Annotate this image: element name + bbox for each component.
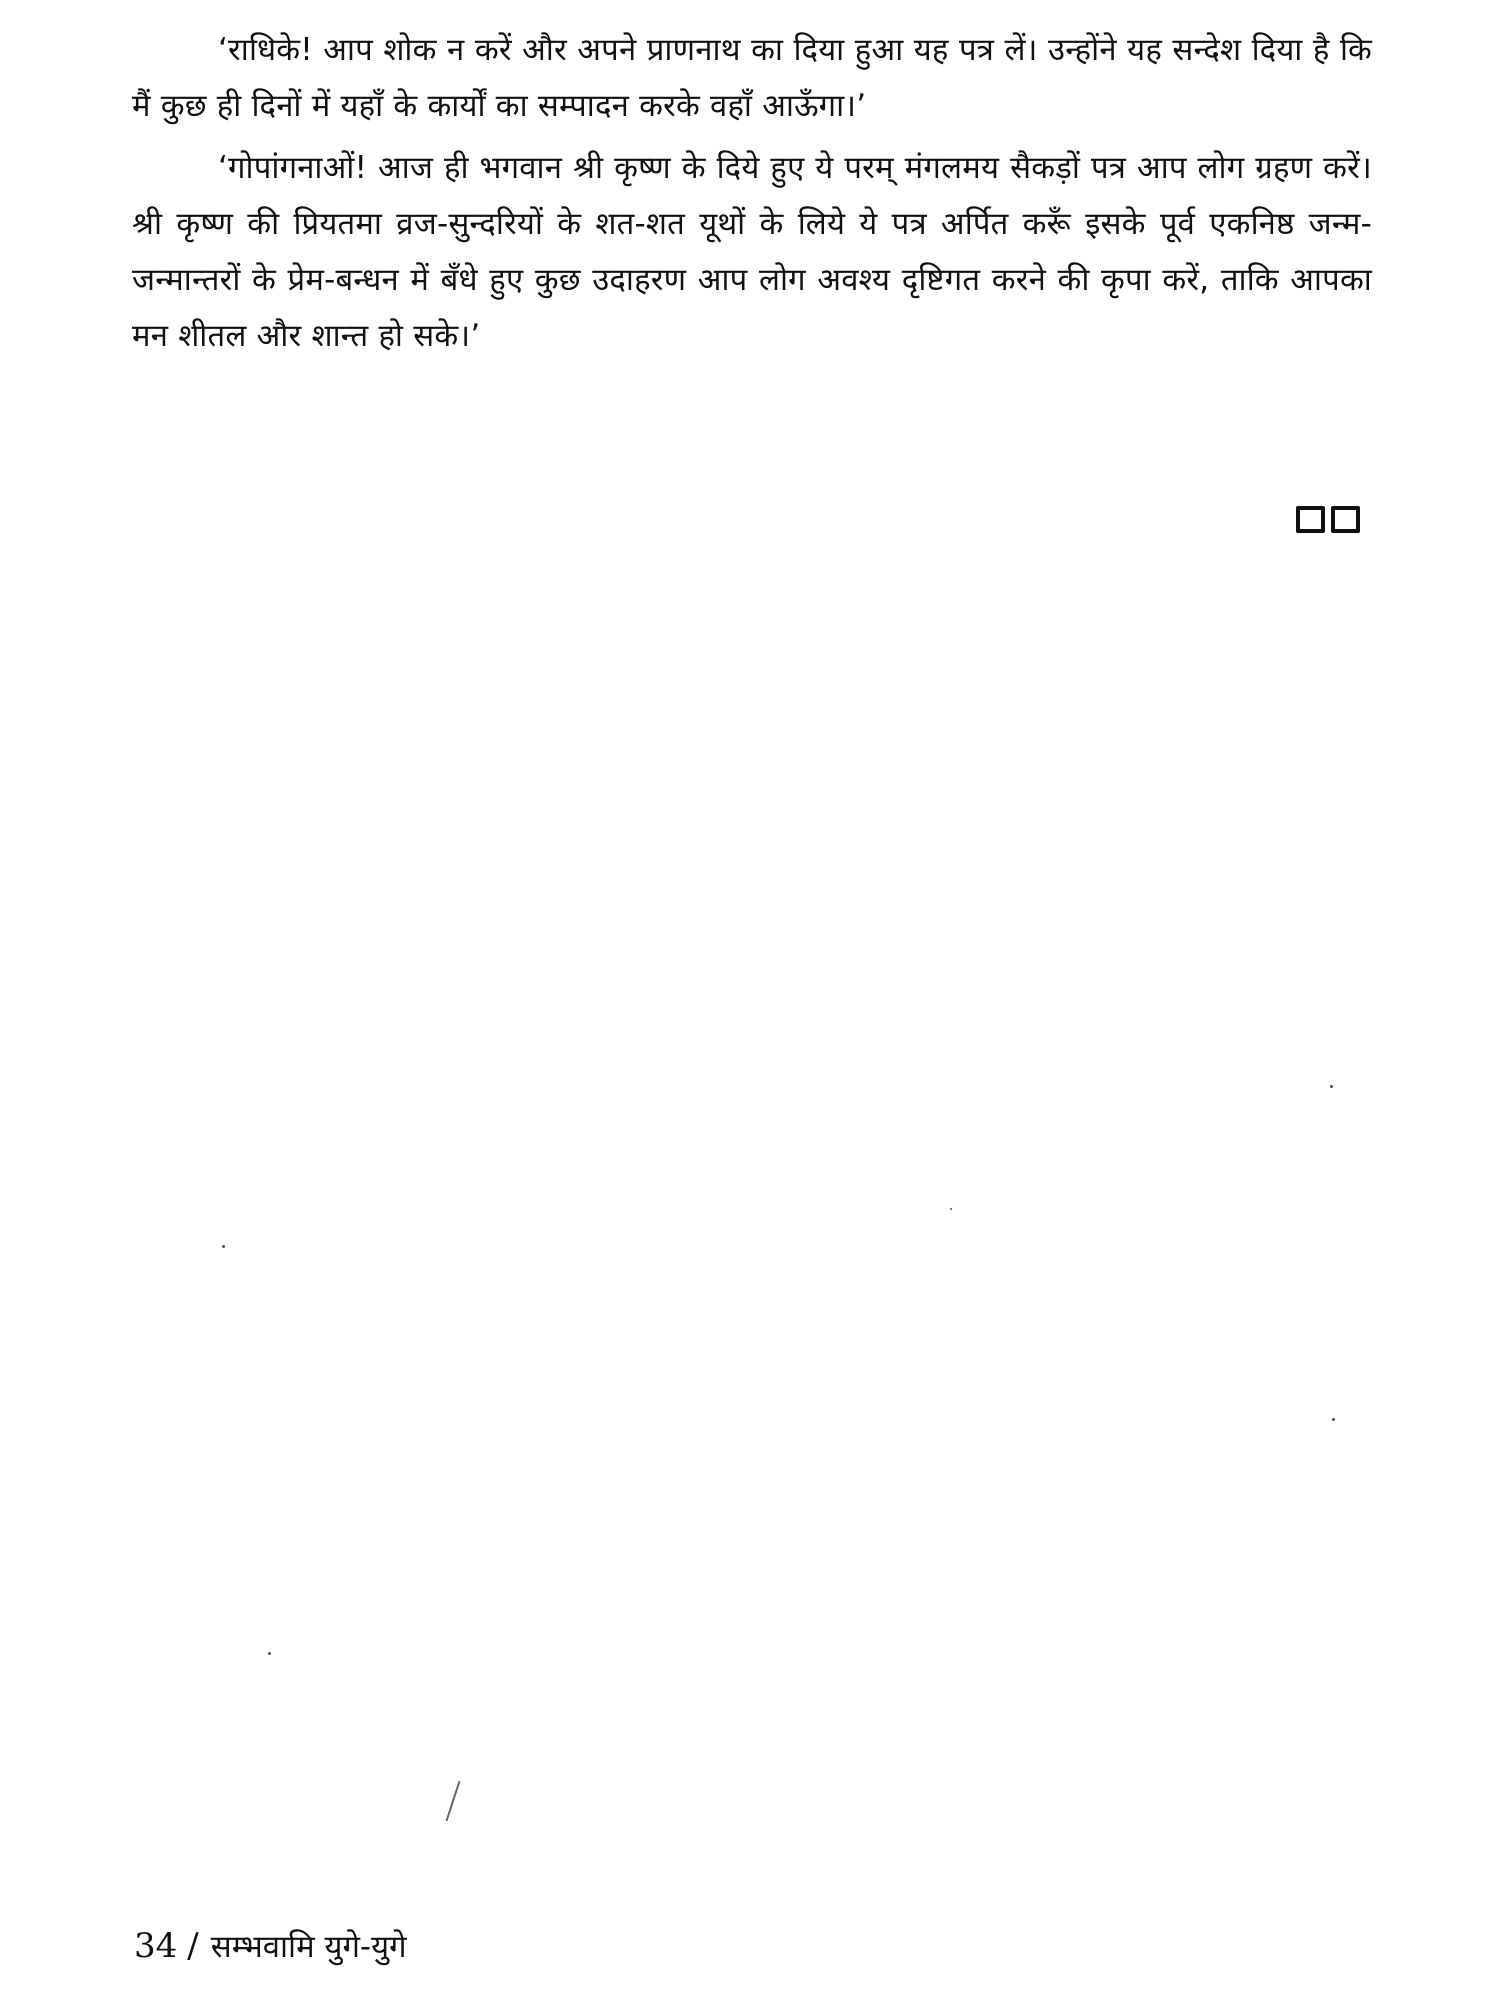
paragraph-gopanganao: ‘गोपांगनाओं! आज ही भगवान श्री कृष्ण के दिये हुए ये परम् मंगलमय सैकड़ों पत्र आप लोग ग्रहण करें। श्री कृष्ण की प्रियतमा व्रज-सुन्दरियों के शत-शत यूथों के लिये ये पत्र अर्पित करूँ इसके पूर्व एकनिष्ठ जन्म-जन्मान्तरों के प्रेम-बन्धन में बँधे हुए कुछ उदाहरण आप लोग अवश्य दृष्टिगत करने की कृपा करें, ताकि आपका मन शीतल और शान्त हो सके।’ <box>132 150 1372 354</box>
scan-speck <box>222 1245 225 1248</box>
end-box-icon <box>1331 506 1360 533</box>
end-box-icon <box>1296 506 1325 533</box>
paragraph-radhike: ‘राधिके! आप शोक न करें और अपने प्राणनाथ का दिया हुआ यह पत्र लें। उन्होंने यह सन्देश दिया है कि मैं कुछ ही दिनों में यहाँ के कार्यों का सम्पादन करके वहाँ आऊँगा।’ <box>132 32 1372 124</box>
scan-stroke <box>446 1781 461 1822</box>
scan-speck <box>950 1208 952 1210</box>
body-text <box>132 22 1372 370</box>
page-number: 34 <box>134 1926 178 1966</box>
book-title: सम्भवामि युगे-युगे <box>210 1929 407 1965</box>
page-footer <box>134 1924 407 1969</box>
scan-speck <box>1330 1085 1333 1088</box>
footer-separator: / <box>187 1926 199 1966</box>
section-end-mark <box>1296 506 1360 533</box>
scan-speck <box>1332 1418 1335 1421</box>
scan-speck <box>268 1652 271 1655</box>
